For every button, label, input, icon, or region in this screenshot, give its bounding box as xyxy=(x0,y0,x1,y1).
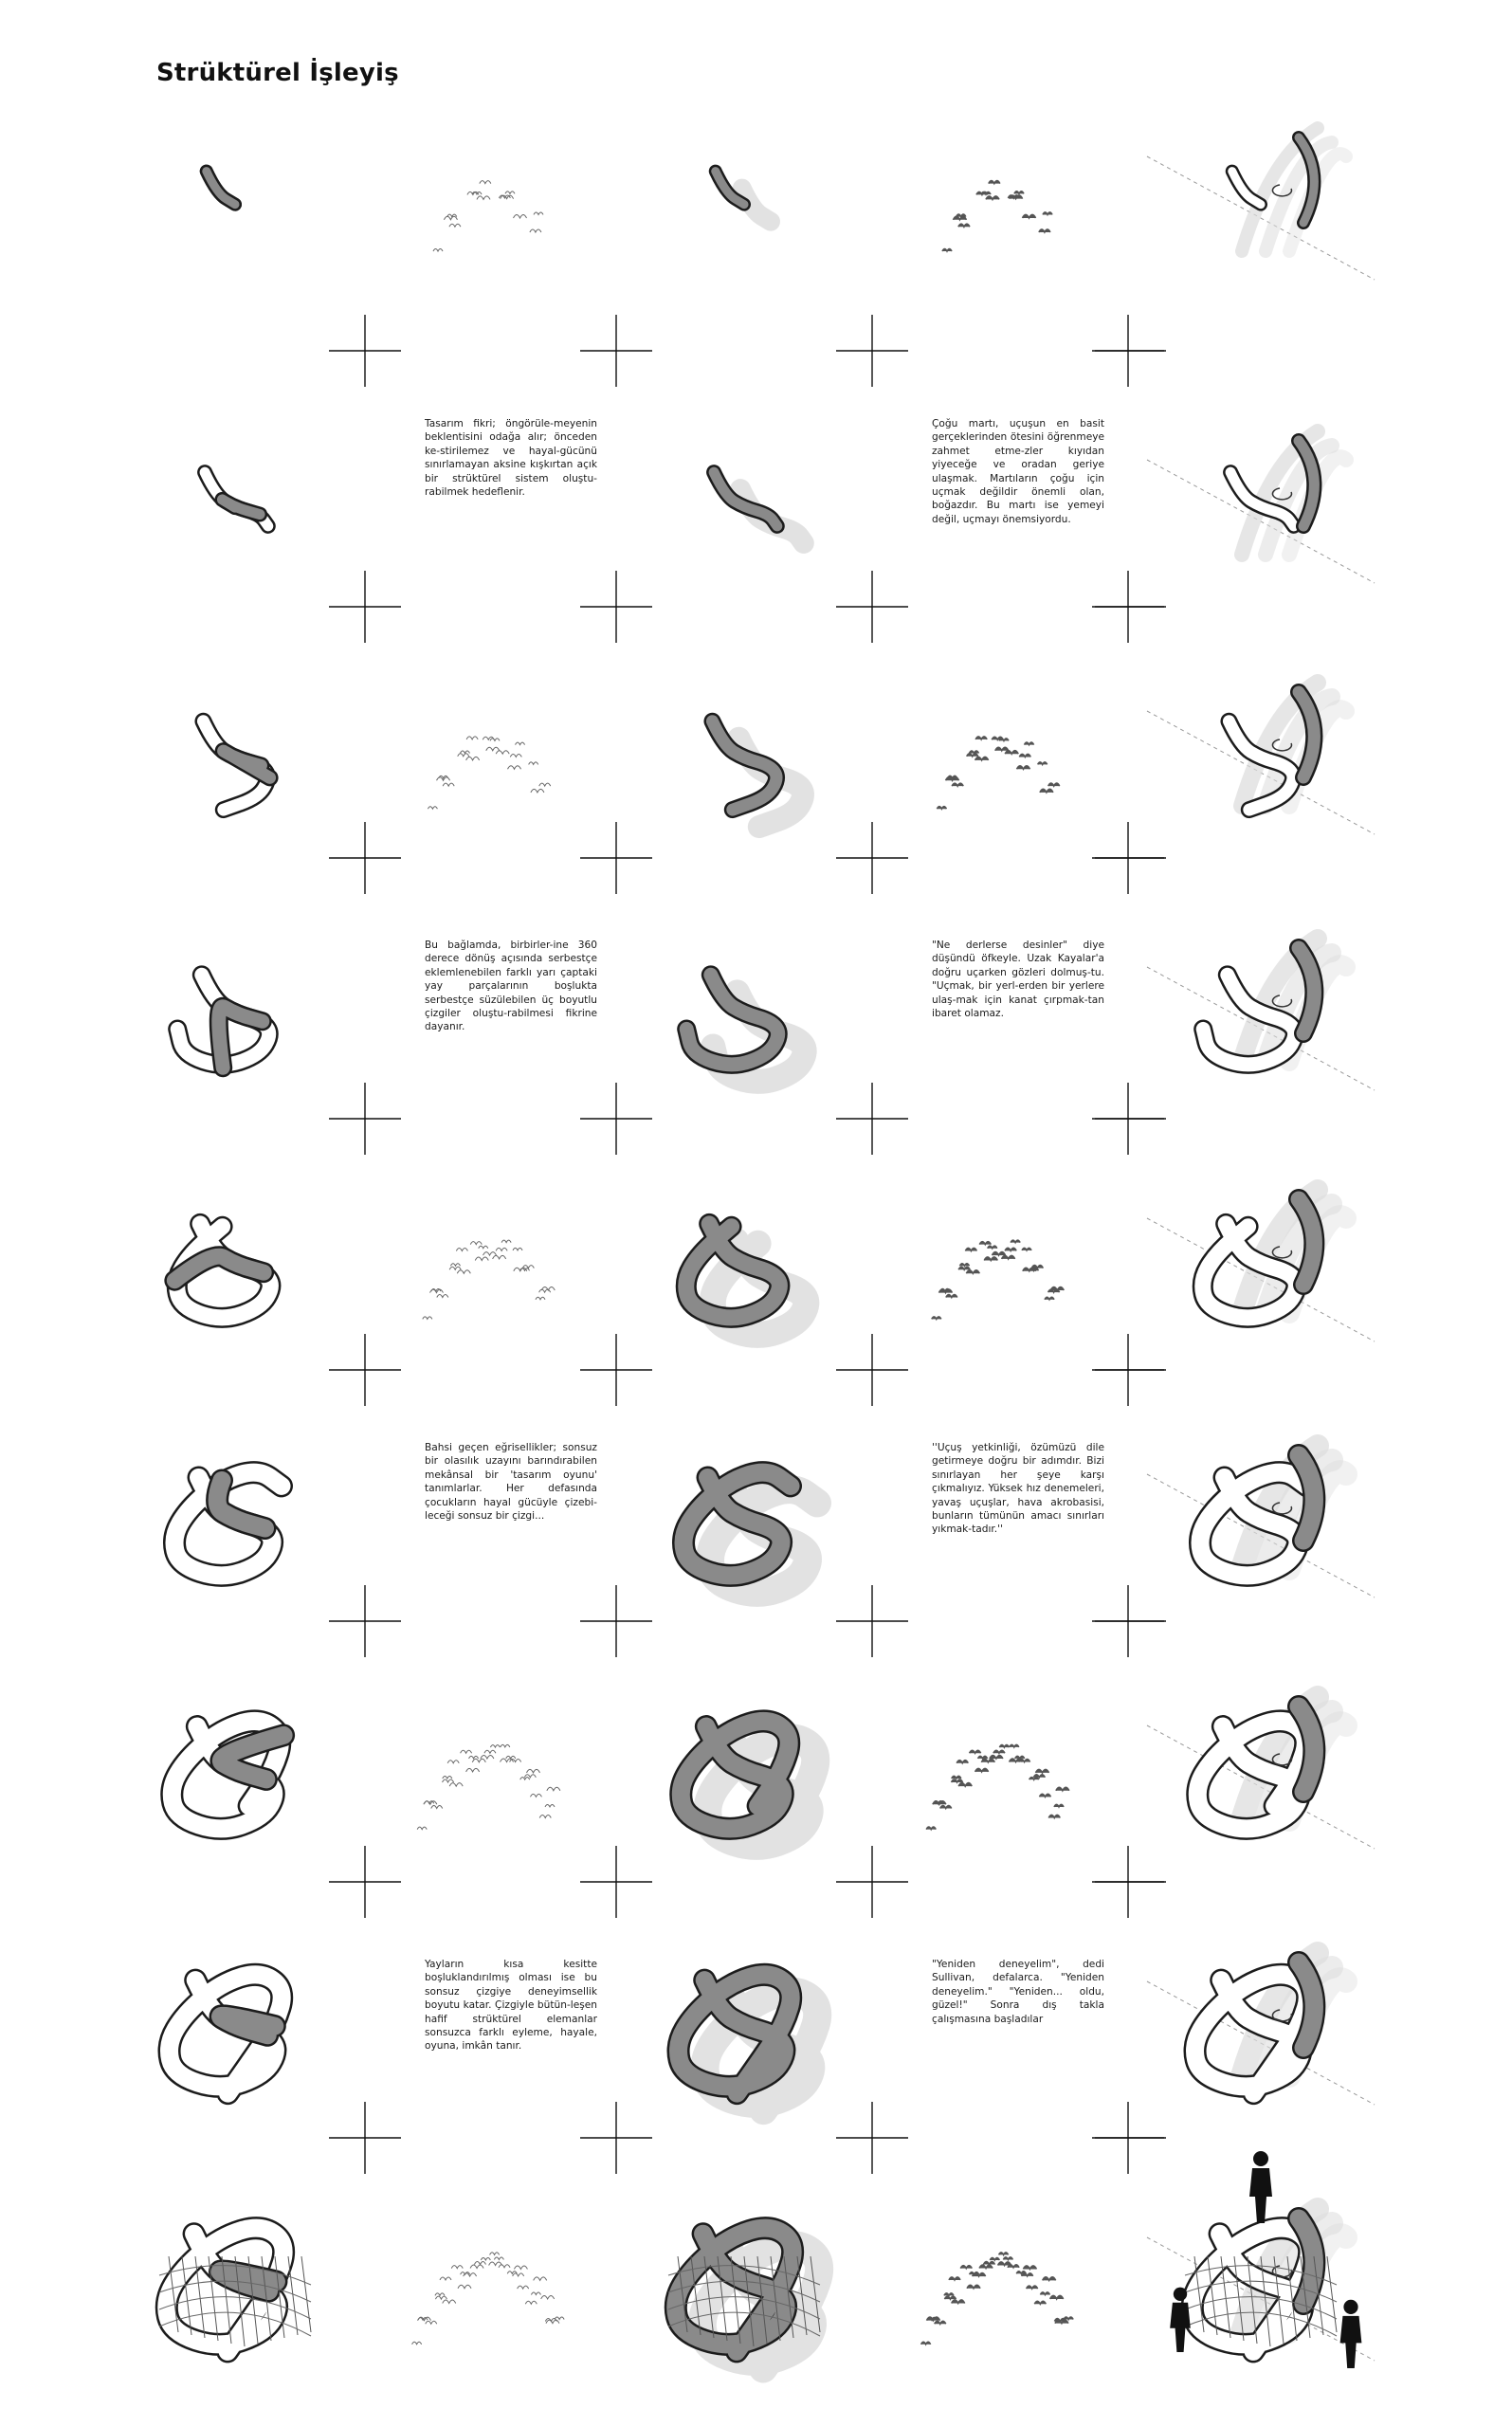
tube-white xyxy=(1232,172,1261,205)
bird-flock-filled xyxy=(926,1744,1069,1829)
tube-active-segment xyxy=(207,172,235,205)
bird-icon xyxy=(457,1270,470,1274)
bird-icon xyxy=(958,1783,972,1787)
bird-icon xyxy=(1005,1248,1016,1250)
rotation-step-4 xyxy=(1147,939,1375,1090)
crosshair-5-2 xyxy=(836,1585,908,1657)
bird-icon xyxy=(524,1775,536,1778)
bird-icon xyxy=(412,2342,422,2345)
bird-flock-outline xyxy=(417,1744,560,1829)
rib xyxy=(1327,2256,1337,2332)
bird-icon xyxy=(1039,229,1050,232)
bird-icon xyxy=(490,1745,500,1748)
tube-active-segment xyxy=(217,1480,264,1528)
bird-icon xyxy=(484,1750,496,1753)
bird-icon xyxy=(975,1768,989,1772)
rotation-step-5 xyxy=(1147,1190,1375,1341)
bird-icon xyxy=(1014,192,1024,194)
bird-icon xyxy=(456,1248,467,1250)
bird-flock-filled xyxy=(932,1240,1064,1319)
bird-icon xyxy=(940,1289,950,1292)
bird-icon xyxy=(536,1297,545,1300)
bird-icon xyxy=(1010,1759,1023,1762)
bird-icon xyxy=(479,1246,488,1249)
crosshair-6-0 xyxy=(329,1846,401,1918)
tube-active-segment xyxy=(222,500,260,515)
bird-icon xyxy=(447,1761,459,1763)
crosshair-7-1 xyxy=(580,2102,652,2174)
bird-icon xyxy=(483,1252,497,1256)
bird-icon xyxy=(1022,2273,1033,2276)
bird-icon xyxy=(956,1761,968,1763)
bird-icon xyxy=(514,2266,527,2270)
bird-icon xyxy=(983,2262,994,2265)
bird-icon xyxy=(952,1779,963,1782)
text-block-4: "Ne derlerse desinler" diye düşündü öfkeyle. Uzak Kayalar'a doğru uçarken gözleri dolmuş-tu. "Uçmak, bir yerl-erden bir yerlere ulaş-mak için kanat çırpmak-tan ibaret olamaz. xyxy=(932,940,1104,1020)
bird-icon xyxy=(461,1750,472,1753)
bird-icon xyxy=(946,1295,957,1298)
bird-icon xyxy=(1015,1756,1025,1759)
bird-icon xyxy=(508,766,521,770)
bird-icon xyxy=(1002,1255,1015,1259)
bird-icon xyxy=(529,762,538,765)
bird-icon xyxy=(1010,1744,1019,1747)
bird-icon xyxy=(999,1745,1009,1748)
bird-flock-outline xyxy=(428,737,550,809)
bird-icon xyxy=(966,1270,979,1274)
bird-icon xyxy=(995,747,1009,751)
crosshair-5-0 xyxy=(329,1585,401,1657)
birds-outline-step-3 xyxy=(428,737,550,809)
bird-icon xyxy=(953,216,966,220)
bird-icon xyxy=(435,2296,446,2299)
bird-icon xyxy=(534,2277,547,2281)
page-title: Strüktürel İşleyiş xyxy=(156,59,399,87)
bird-icon xyxy=(539,1815,551,1817)
bird-icon xyxy=(443,2300,456,2304)
tube-gray-step-7 xyxy=(681,1721,815,1845)
bird-icon xyxy=(998,2262,1011,2266)
bird-icon xyxy=(1017,766,1030,770)
bird-icon xyxy=(1043,2277,1056,2281)
crosshair-2-0 xyxy=(329,822,401,894)
bird-icon xyxy=(958,1267,970,1269)
bird-icon xyxy=(990,1755,1003,1759)
bird-icon xyxy=(1027,2286,1038,2289)
bird-icon xyxy=(921,2342,931,2345)
tube-gray-step-8 xyxy=(679,1975,818,2110)
bird-icon xyxy=(969,751,978,754)
bird-icon xyxy=(965,1248,976,1250)
crosshair-0-2 xyxy=(836,315,908,387)
bird-icon xyxy=(1043,212,1052,215)
text-block-8: "Yeniden deneyelim", dedi Sullivan, defalarca. "Yeniden deneyelim." "Yeniden... oldu, güzel!" Sonra dış takla çalışmasına başladılar xyxy=(932,1959,1104,2025)
bird-flock-filled xyxy=(942,181,1052,251)
text-block-5: Bahsi geçen eğrisellikler; sonsuz bir olasılık uzayını barındırabilen mekânsal bir 'tasarım oyunu' tanımlarlar. Her defasında çocukların hayal gücüyle çizebi-leceği sonsuz bir çizgi... xyxy=(425,1442,597,1523)
bird-icon xyxy=(514,214,527,218)
bird-icon xyxy=(423,1317,432,1320)
crosshair-2-1 xyxy=(580,822,652,894)
bird-icon xyxy=(541,1287,555,1291)
bird-icon xyxy=(1039,1794,1050,1797)
bird-icon xyxy=(1025,742,1034,745)
bird-icon xyxy=(493,1255,506,1259)
bird-icon xyxy=(481,2257,490,2260)
bird-icon xyxy=(926,1827,936,1830)
bird-icon xyxy=(520,1778,530,1780)
bird-icon xyxy=(458,754,469,757)
bird-icon xyxy=(1019,754,1030,757)
bird-icon xyxy=(1048,783,1060,786)
bird-icon xyxy=(490,739,500,741)
bird-icon xyxy=(496,751,509,755)
crosshair-4-2 xyxy=(836,1334,908,1406)
bird-icon xyxy=(470,2265,483,2269)
crosshair-4-0 xyxy=(329,1334,401,1406)
bird-icon xyxy=(451,2266,463,2269)
bird-icon xyxy=(469,1756,479,1759)
bird-icon xyxy=(541,2295,555,2299)
bird-icon xyxy=(534,212,543,215)
bird-icon xyxy=(1040,2292,1049,2295)
bird-icon xyxy=(1040,789,1053,793)
tube-active-segment xyxy=(221,2016,275,2035)
bird-icon xyxy=(1050,1287,1064,1291)
bird-icon xyxy=(978,1756,988,1759)
bird-icon xyxy=(530,229,541,232)
bird-icon xyxy=(531,789,544,793)
bird-icon xyxy=(443,1779,454,1782)
birds-outline-step-1 xyxy=(433,181,543,251)
bird-icon xyxy=(1022,1248,1031,1250)
bird-icon xyxy=(990,2257,999,2260)
bird-flock-filled xyxy=(937,737,1059,809)
bird-icon xyxy=(545,1804,555,1807)
crosshair-4-1 xyxy=(580,1334,652,1406)
crosshair-1-0 xyxy=(329,571,401,643)
bird-icon xyxy=(555,2317,564,2320)
bird-icon xyxy=(958,224,970,227)
tube-white-step-6 xyxy=(174,1472,282,1576)
rotation-step-1 xyxy=(1147,128,1375,280)
tube-gray-step-3 xyxy=(712,721,803,827)
bird-icon xyxy=(475,1257,488,1261)
bird-icon xyxy=(944,2293,954,2296)
tube-white-step-7 xyxy=(172,1721,283,1828)
rotation-step-8 xyxy=(1147,1953,1375,2105)
rotation-step-7 xyxy=(1147,1697,1375,1849)
crosshair-3-2 xyxy=(836,1083,908,1155)
text-block-1: Tasarım fikri; öngörüle-meyenin beklentisini odağa alır; önceden ke-stirilemez ve hayal-gücünü sınırlamayan aksine kışkırtan açık bir strüktürel sistem oluştu-rabilmek hedeflenir. xyxy=(425,418,597,499)
bird-icon xyxy=(417,1827,427,1830)
bird-icon xyxy=(437,1295,448,1298)
birds-filled-step-3 xyxy=(937,737,1059,809)
bird-flock-outline xyxy=(412,2253,565,2345)
crosshair-1-2 xyxy=(836,571,908,643)
bird-icon xyxy=(431,1805,443,1808)
bird-icon xyxy=(1054,1804,1064,1807)
bird-icon xyxy=(494,2257,503,2260)
bird-icon xyxy=(443,1776,452,1779)
crosshair-3-1 xyxy=(580,1083,652,1155)
bird-icon xyxy=(490,2253,500,2255)
tube-active-segment xyxy=(224,751,270,777)
rotation-step-6 xyxy=(1147,1446,1375,1597)
tube-white-step-3 xyxy=(203,721,269,810)
tube-gray xyxy=(683,1472,791,1576)
bird-icon xyxy=(1011,1240,1020,1243)
bird-icon xyxy=(506,1756,516,1759)
bird-icon xyxy=(449,224,461,227)
bird-icon xyxy=(1023,2266,1036,2270)
crosshair-1-1 xyxy=(580,571,652,643)
crosshair-0-0 xyxy=(329,315,401,387)
bird-icon xyxy=(1050,2295,1064,2299)
text-block-6: ''Uçuş yetkinliği, özümüzü dile getirmeye doğru bir adımdır. Bizi sınırlayan her şeye karşı çıkmalıyız. Yüksek hız denemeleri, yavaş uçuşlar, hava akrobasisi, bunların tümünün amacı sınırları yıkmak-tadır.'' xyxy=(932,1442,1104,1536)
bird-icon xyxy=(999,2253,1009,2255)
tube-gray-step-1 xyxy=(716,172,771,222)
bird-icon xyxy=(472,1759,485,1762)
tube-gray-step-6 xyxy=(683,1472,817,1593)
bird-icon xyxy=(505,192,515,194)
bird-icon xyxy=(546,2320,559,2324)
text-block-3: Bu bağlamda, birbirler-ine 360 derece dönüş açısında serbestçe eklemlenebilen farklı yarı çaptaki yay parçalarının boşlukta serbestçe süzülebilen üç boyutlu çizgiler oluştu-rabilmesi fikrine dayanır. xyxy=(425,940,597,1033)
tube-white-step-1 xyxy=(207,172,235,205)
bird-icon xyxy=(431,1289,441,1292)
bird-icon xyxy=(960,2266,972,2269)
bird-icon xyxy=(428,807,437,810)
bird-icon xyxy=(525,2301,537,2304)
bird-icon xyxy=(986,196,999,200)
bird-flock-filled xyxy=(921,2253,1074,2345)
bird-icon xyxy=(486,747,500,751)
rotation-axis xyxy=(1147,156,1375,280)
bird-icon xyxy=(526,1769,539,1773)
bird-icon xyxy=(970,1750,981,1753)
bird-icon xyxy=(496,1248,507,1250)
bird-icon xyxy=(470,1242,482,1245)
birds-filled-step-9 xyxy=(921,2253,1074,2345)
birds-filled-step-7 xyxy=(926,1744,1069,1829)
tube-gray-step-2 xyxy=(714,472,804,543)
crosshair-3-0 xyxy=(329,1083,401,1155)
bird-icon xyxy=(449,1267,461,1269)
birds-outline-step-7 xyxy=(417,1744,560,1829)
bird-icon xyxy=(979,1242,991,1245)
bird-icon xyxy=(440,2277,451,2280)
bird-icon xyxy=(1016,2272,1026,2274)
bird-icon xyxy=(967,754,978,757)
rotation-step-3 xyxy=(1147,683,1375,834)
rotation-step-2 xyxy=(1147,431,1375,583)
birds-filled-step-1 xyxy=(942,181,1052,251)
tube-gray-step-9 xyxy=(676,2228,819,2368)
bird-icon xyxy=(516,742,525,745)
bird-icon xyxy=(513,1248,522,1250)
bird-icon xyxy=(501,1744,510,1747)
bird-icon xyxy=(1048,1815,1060,1817)
bird-icon xyxy=(443,783,454,786)
text-block-7: Yayların kısa kesitte boşluklandırılmış olması ise bu sonsuz çizgiye deneyimsellik boyutu katar. Çizgiyle bütün-leşen hafif strüktürel elemanlar sonsuzca farklı eyleme, hayale, oyuna, imkân tanır. xyxy=(425,1959,597,2053)
bird-icon xyxy=(993,1252,1006,1256)
bird-icon xyxy=(466,737,478,739)
tube-active-segment xyxy=(174,1256,264,1281)
bird-icon xyxy=(935,2321,946,2324)
crosshair-0-1 xyxy=(580,315,652,387)
bird-icon xyxy=(959,1264,969,1267)
bird-icon xyxy=(952,783,963,786)
bird-icon xyxy=(1003,2257,1012,2260)
bird-icon xyxy=(932,1317,941,1320)
crosshair-2-2 xyxy=(836,822,908,894)
crosshair-6-2 xyxy=(836,1846,908,1918)
bird-icon xyxy=(460,751,469,754)
bird-icon xyxy=(530,1794,541,1797)
bird-icon xyxy=(1029,1778,1039,1780)
bird-icon xyxy=(501,1759,514,1762)
bird-icon xyxy=(942,249,952,252)
bird-icon xyxy=(501,1240,511,1243)
birds-outline-step-9 xyxy=(412,2253,565,2345)
bird-icon xyxy=(1005,751,1018,755)
bird-icon xyxy=(975,737,987,739)
bird-icon xyxy=(1056,1787,1069,1791)
bird-icon xyxy=(984,1257,997,1261)
bird-icon xyxy=(426,2321,437,2324)
bird-icon xyxy=(444,216,457,220)
bird-icon xyxy=(531,2292,540,2295)
bird-icon xyxy=(1023,214,1036,218)
tube-white-step-5 xyxy=(174,1224,270,1318)
tube-white-step-8 xyxy=(170,1975,282,2093)
bird-icon xyxy=(1038,762,1047,765)
bird-icon xyxy=(518,2286,529,2289)
rib xyxy=(301,2256,311,2332)
child-figure-icon xyxy=(1340,2300,1362,2368)
bird-flock-outline xyxy=(433,181,543,251)
bird-icon xyxy=(449,1783,463,1787)
bird-icon xyxy=(979,2265,993,2269)
bird-icon xyxy=(539,783,551,786)
crosshair-7-2 xyxy=(836,2102,908,2174)
tube-gray-step-5 xyxy=(686,1224,807,1335)
crosshair-7-0 xyxy=(329,2102,401,2174)
bird-icon xyxy=(967,2285,980,2289)
birds-filled-step-5 xyxy=(932,1240,1064,1319)
text-block-2: Çoğu martı, uçuşun en basit gerçeklerinden ötesini öğrenmeye zahmet etme-zler kıyıdan yiyeceğe ve oradan geriye ulaşmak. Martıların çoğu için uçmak değildir önemli olan, boğazdır. Bu martı ise yemeyi değil, uçmayı önemsiyordu. xyxy=(932,418,1104,525)
bird-icon xyxy=(981,1759,994,1762)
bird-icon xyxy=(940,1805,952,1808)
tube-white-step-4 xyxy=(177,975,268,1068)
bird-icon xyxy=(510,754,521,757)
bird-icon xyxy=(547,1787,560,1791)
bird-flock-outline xyxy=(423,1240,555,1319)
bird-icon xyxy=(956,214,966,217)
bird-icon xyxy=(944,2296,956,2299)
bird-icon xyxy=(949,2277,960,2280)
bird-icon xyxy=(477,196,490,200)
birds-outline-step-5 xyxy=(423,1240,555,1319)
crosshair-5-1 xyxy=(580,1585,652,1657)
tube-white-step-2 xyxy=(205,472,268,526)
bird-icon xyxy=(993,1750,1005,1753)
bird-icon xyxy=(975,757,989,760)
crosshair-6-1 xyxy=(580,1846,652,1918)
bird-icon xyxy=(1045,1297,1054,1300)
bird-icon xyxy=(988,1246,997,1249)
bird-icon xyxy=(989,181,1000,184)
bird-icon xyxy=(513,2273,524,2276)
bird-icon xyxy=(474,2262,485,2265)
bird-icon xyxy=(433,249,443,252)
bird-icon xyxy=(992,737,1003,739)
bird-icon xyxy=(458,2285,471,2289)
bird-icon xyxy=(480,181,491,184)
tube-gray-step-4 xyxy=(686,975,804,1082)
bird-icon xyxy=(952,2300,965,2304)
bird-icon xyxy=(952,1776,961,1779)
bird-icon xyxy=(435,2293,445,2296)
bird-icon xyxy=(466,757,480,760)
bird-icon xyxy=(481,1755,494,1759)
child-figure-icon xyxy=(1249,2151,1272,2223)
bird-icon xyxy=(1034,2301,1046,2304)
bird-icon xyxy=(466,1768,480,1772)
bird-icon xyxy=(1035,1769,1048,1773)
bird-icon xyxy=(937,807,946,810)
bird-icon xyxy=(450,1264,460,1267)
bird-icon xyxy=(499,2265,510,2268)
bird-icon xyxy=(948,776,957,778)
